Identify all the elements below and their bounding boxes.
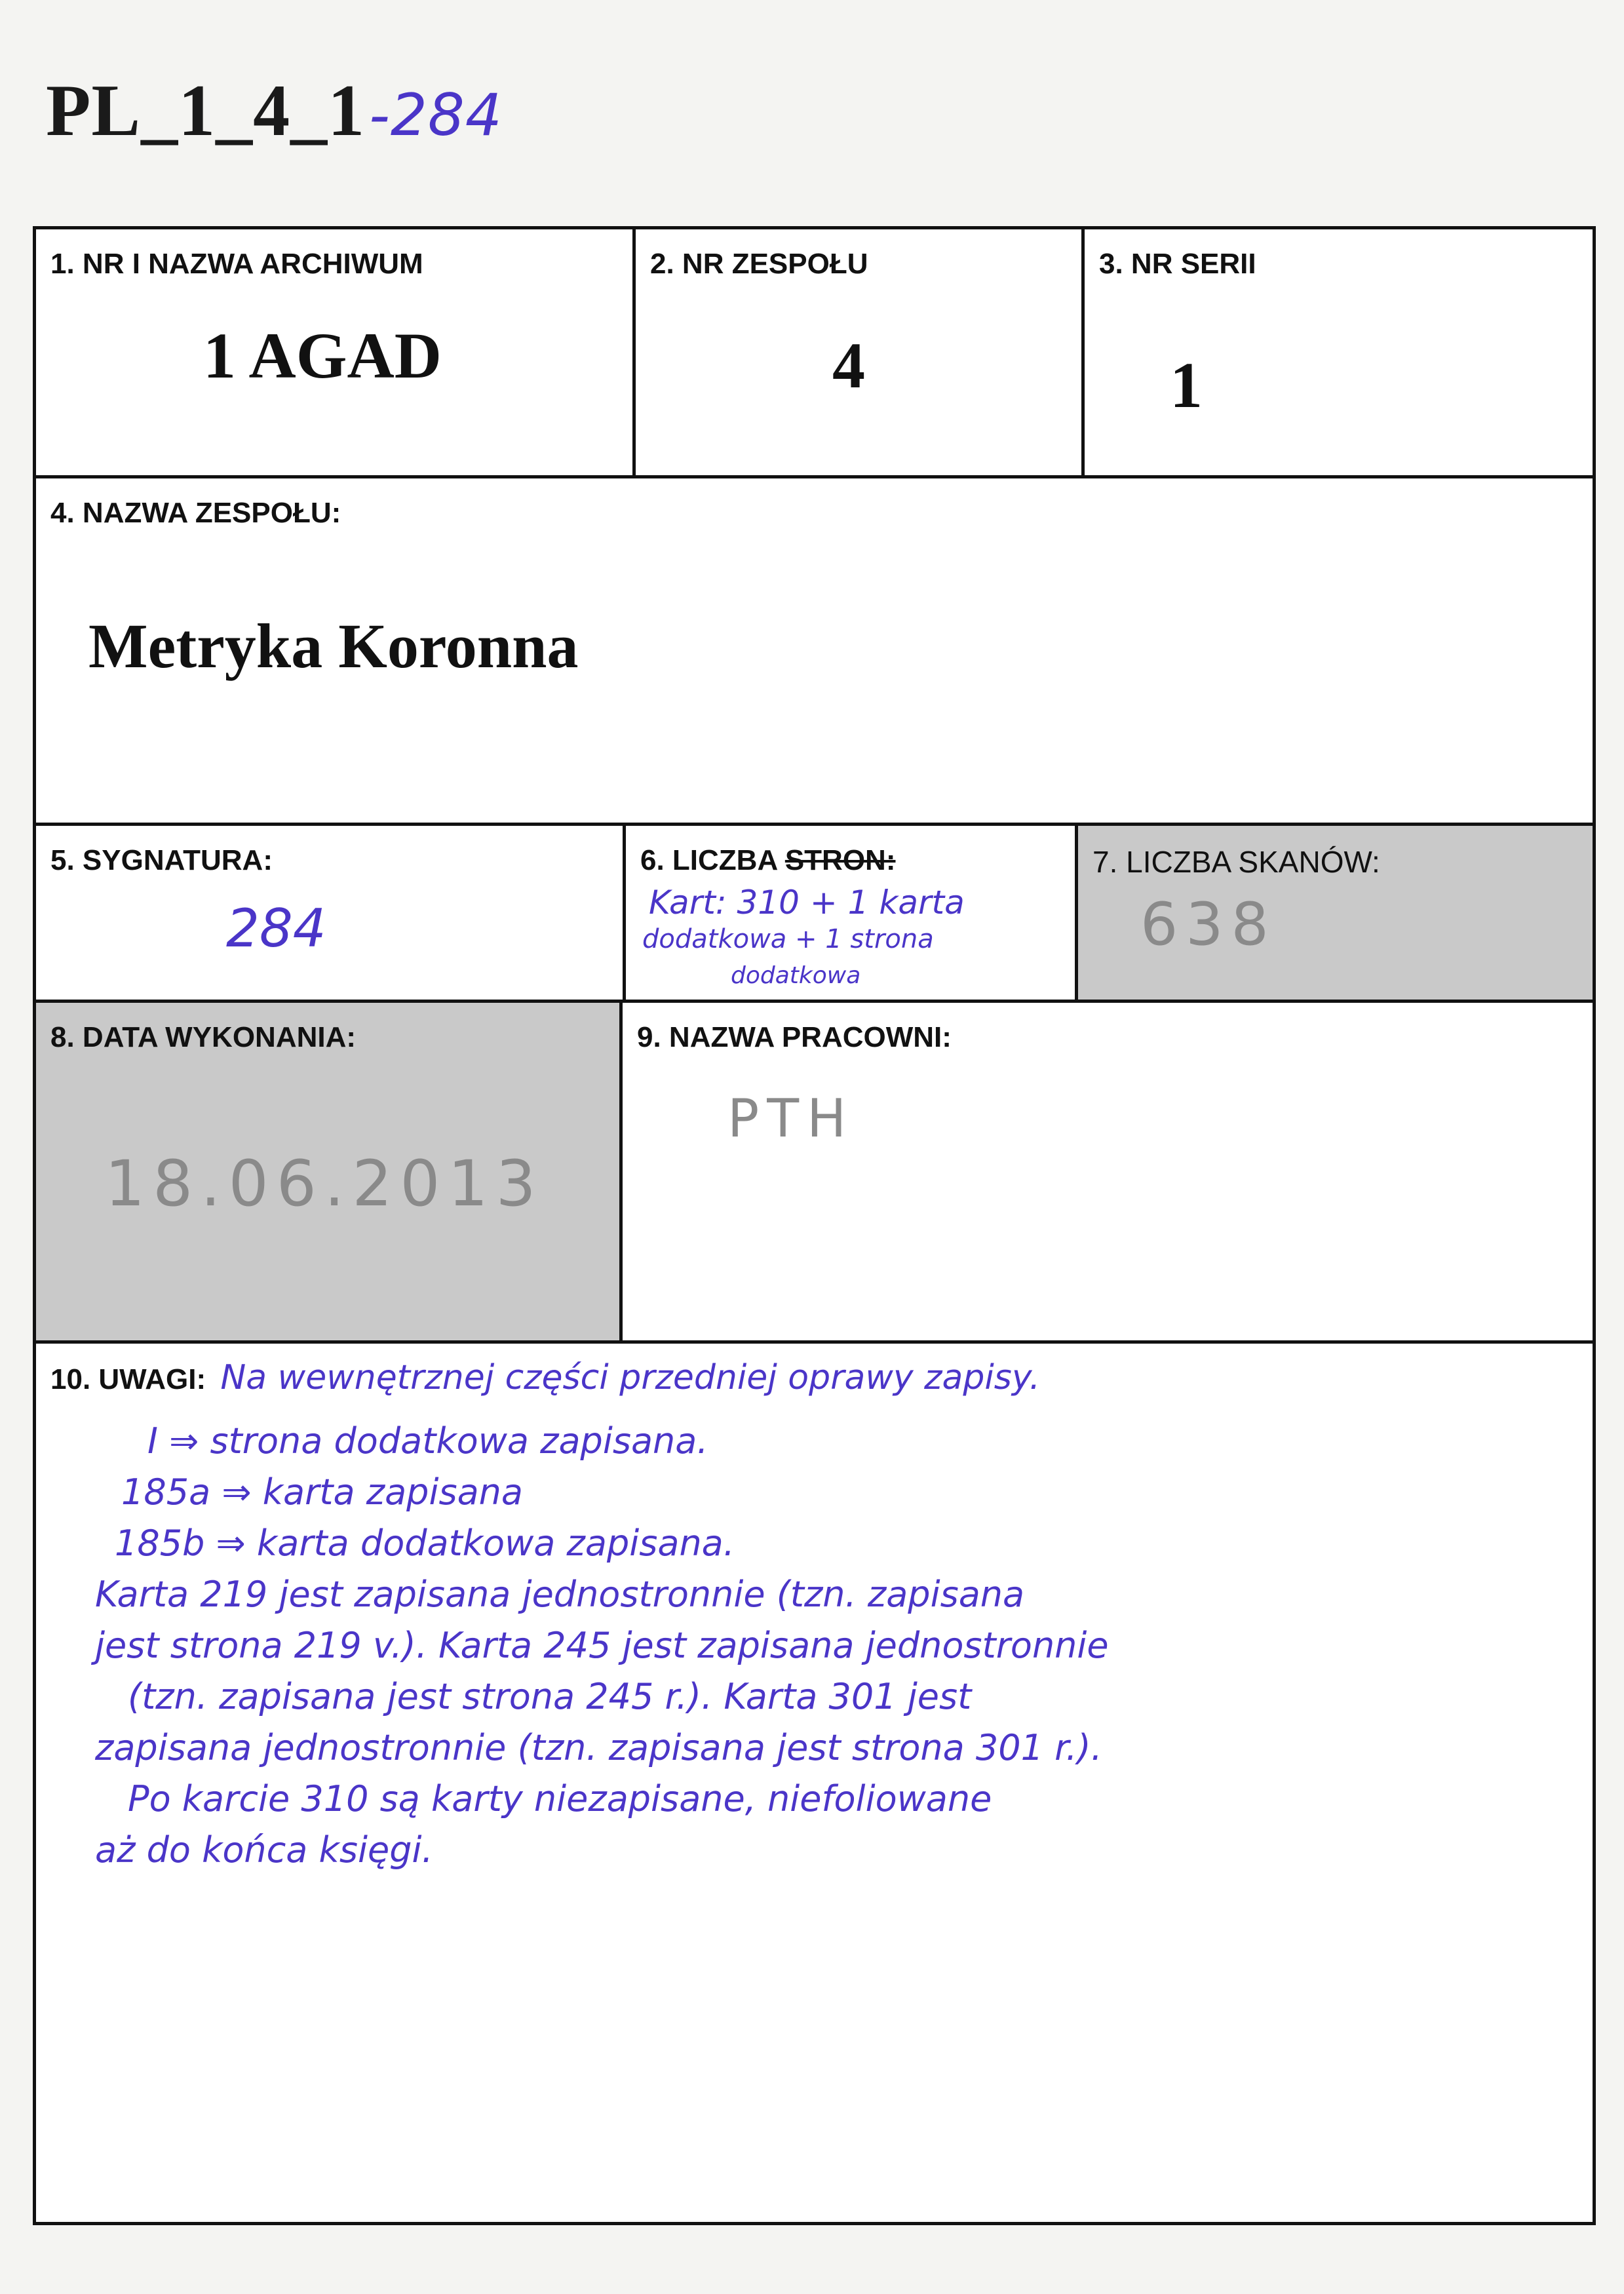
field-signature-label: 5. SYGNATURA: <box>50 844 273 876</box>
field-signature-value: 284 <box>226 898 326 959</box>
metadata-form <box>33 226 1596 2225</box>
field-workshop-value: PTH <box>727 1088 855 1149</box>
field-series-no-label: 3. NR SERII <box>1099 248 1256 280</box>
field-fonds-name-label: 4. NAZWA ZESPOŁU: <box>50 497 341 529</box>
remarks-line: 185a ⇒ karta zapisana <box>121 1471 523 1513</box>
field-date-label: 8. DATA WYKONANIA: <box>50 1021 357 1053</box>
field-archive-label: 1. NR I NAZWA ARCHIWUM <box>50 248 423 280</box>
remarks-line: jest strona 219 v.). Karta 245 jest zapisana jednostronnie <box>95 1625 1109 1666</box>
field-scans <box>1078 826 1593 1003</box>
field-pages-value-line-2: dodatkowa + 1 strona <box>642 924 934 954</box>
field-pages <box>626 826 1078 1003</box>
field-date <box>36 1003 623 1344</box>
field-workshop-label: 9. NAZWA PRACOWNI: <box>637 1021 952 1053</box>
field-pages-label <box>640 844 895 877</box>
field-scans-label: 7. LICZBA SKANÓW: <box>1092 845 1380 879</box>
field-remarks-label: 10. UWAGI: <box>50 1363 206 1395</box>
field-series-no-value: 1 <box>1170 349 1203 421</box>
field-fonds-no-value: 4 <box>832 329 865 402</box>
remarks-line: Po karcie 310 są karty niezapisane, niefoliowane <box>128 1778 992 1819</box>
remarks-line: 185b ⇒ karta dodatkowa zapisana. <box>115 1523 735 1564</box>
field-fonds-name-value: Metryka Koronna <box>88 611 579 681</box>
field-scans-value: 638 <box>1140 890 1277 959</box>
field-fonds-no <box>636 229 1085 478</box>
field-remarks <box>36 1344 1593 2222</box>
remarks-notes <box>95 1416 1570 1876</box>
document-code <box>46 69 503 153</box>
field-workshop <box>623 1003 1593 1344</box>
field-pages-label-prefix: 6. LICZBA <box>640 844 785 876</box>
field-series-no <box>1085 229 1593 478</box>
field-fonds-name <box>36 478 1593 826</box>
field-signature <box>36 826 626 1003</box>
remarks-line: (tzn. zapisana jest strona 245 r.). Karta 301 jest <box>128 1676 972 1717</box>
field-remarks-label-row <box>50 1358 1040 1397</box>
remarks-line: aż do końca księgi. <box>95 1829 433 1871</box>
field-pages-value-line-3: dodatkowa <box>731 962 861 989</box>
remarks-line: zapisana jednostronnie (tzn. zapisana jest strona 301 r.). <box>95 1727 1102 1768</box>
document-code-handwritten: -284 <box>369 81 503 149</box>
field-fonds-no-label: 2. NR ZESPOŁU <box>650 248 868 280</box>
field-archive-value: 1 AGAD <box>203 319 442 392</box>
field-pages-value-line-1: Kart: 310 + 1 karta <box>649 884 965 922</box>
remarks-line: I ⇒ strona dodatkowa zapisana. <box>147 1420 708 1462</box>
remarks-line: Karta 219 jest zapisana jednostronnie (tzn. zapisana <box>95 1574 1025 1615</box>
field-remarks-first-line: Na wewnętrznej części przedniej oprawy zapisy. <box>220 1358 1041 1397</box>
document-code-printed: PL_1_4_1 <box>46 70 366 151</box>
field-archive <box>36 229 636 478</box>
field-date-value: 18.06.2013 <box>105 1147 544 1220</box>
field-pages-label-struck: STRON: <box>784 844 896 876</box>
